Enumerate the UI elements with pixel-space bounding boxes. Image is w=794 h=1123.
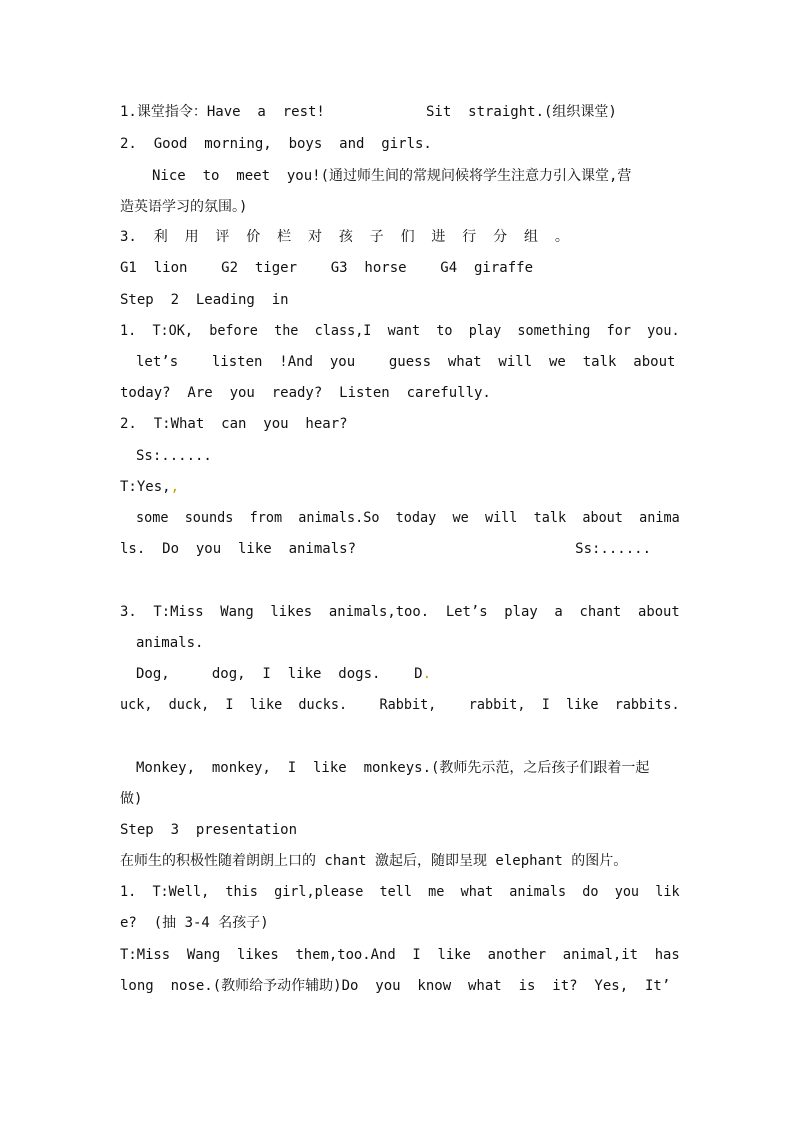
- line-21: 做): [120, 791, 143, 807]
- yellow-mark-2: .: [422, 666, 432, 682]
- line-19: uck, duck, I like ducks. Rabbit, rabbit, I like rabbits.: [120, 697, 680, 713]
- line-15: ls. Do you like animals? Ss:......: [120, 541, 652, 557]
- line-7: Step 2 Leading in: [120, 292, 289, 308]
- line-11: 2. T:What can you hear?: [120, 416, 348, 432]
- line-17: animals.: [136, 635, 204, 651]
- line-14: some sounds from animals.So today we will talk about anima: [136, 510, 680, 526]
- line-8: 1. T:OK, before the class,I want to play something for you.: [120, 323, 680, 339]
- line-4: 造英语学习的氛围。): [120, 199, 248, 215]
- line-20: Monkey, monkey, I like monkeys.(教师先示范，之后孩子们跟着一起: [136, 760, 650, 776]
- line-3: Nice to meet you!(通过师生间的常规问候将学生注意力引入课堂,营: [152, 168, 632, 184]
- line-10: today? Are you ready? Listen carefully.: [120, 385, 491, 401]
- line-2: 2. Good morning, boys and girls.: [120, 136, 432, 152]
- line-6: G1 lion G2 tiger G3 horse G4 giraffe: [120, 260, 534, 276]
- line-18: [136, 665, 431, 683]
- line-22: Step 3 presentation: [120, 822, 298, 838]
- line-9: let’s listen !And you guess what will we talk about: [136, 354, 676, 370]
- line-12: Ss:......: [136, 448, 212, 464]
- line-23: 在师生的积极性随着朗朗上口的 chant 激起后，随即呈现 elephant 的图片。: [120, 853, 628, 869]
- line-16: 3. T:Miss Wang likes animals,too. Let’s play a chant about: [120, 604, 680, 620]
- line-5: 3. 利 用 评 价 栏 对 孩 子 们 进 行 分 组 。: [120, 229, 569, 245]
- line-27: long nose.(教师给予动作辅助)Do you know what is it? Yes, It’: [120, 978, 671, 994]
- line-24: 1. T:Well, this girl,please tell me what animals do you lik: [120, 884, 680, 900]
- yellow-mark-1: ,: [170, 479, 180, 495]
- line-25: e? (抽 3-4 名孩子): [120, 915, 269, 931]
- line-26: T:Miss Wang likes them,too.And I like another animal,it has: [120, 947, 680, 963]
- line-18-text: Dog, dog, I like dogs. D: [136, 666, 423, 682]
- line-1: 1.课堂指令：Have a rest! Sit straight.(组织课堂): [120, 104, 617, 120]
- line-13-text: T:Yes,: [120, 479, 171, 495]
- line-13: [120, 478, 179, 496]
